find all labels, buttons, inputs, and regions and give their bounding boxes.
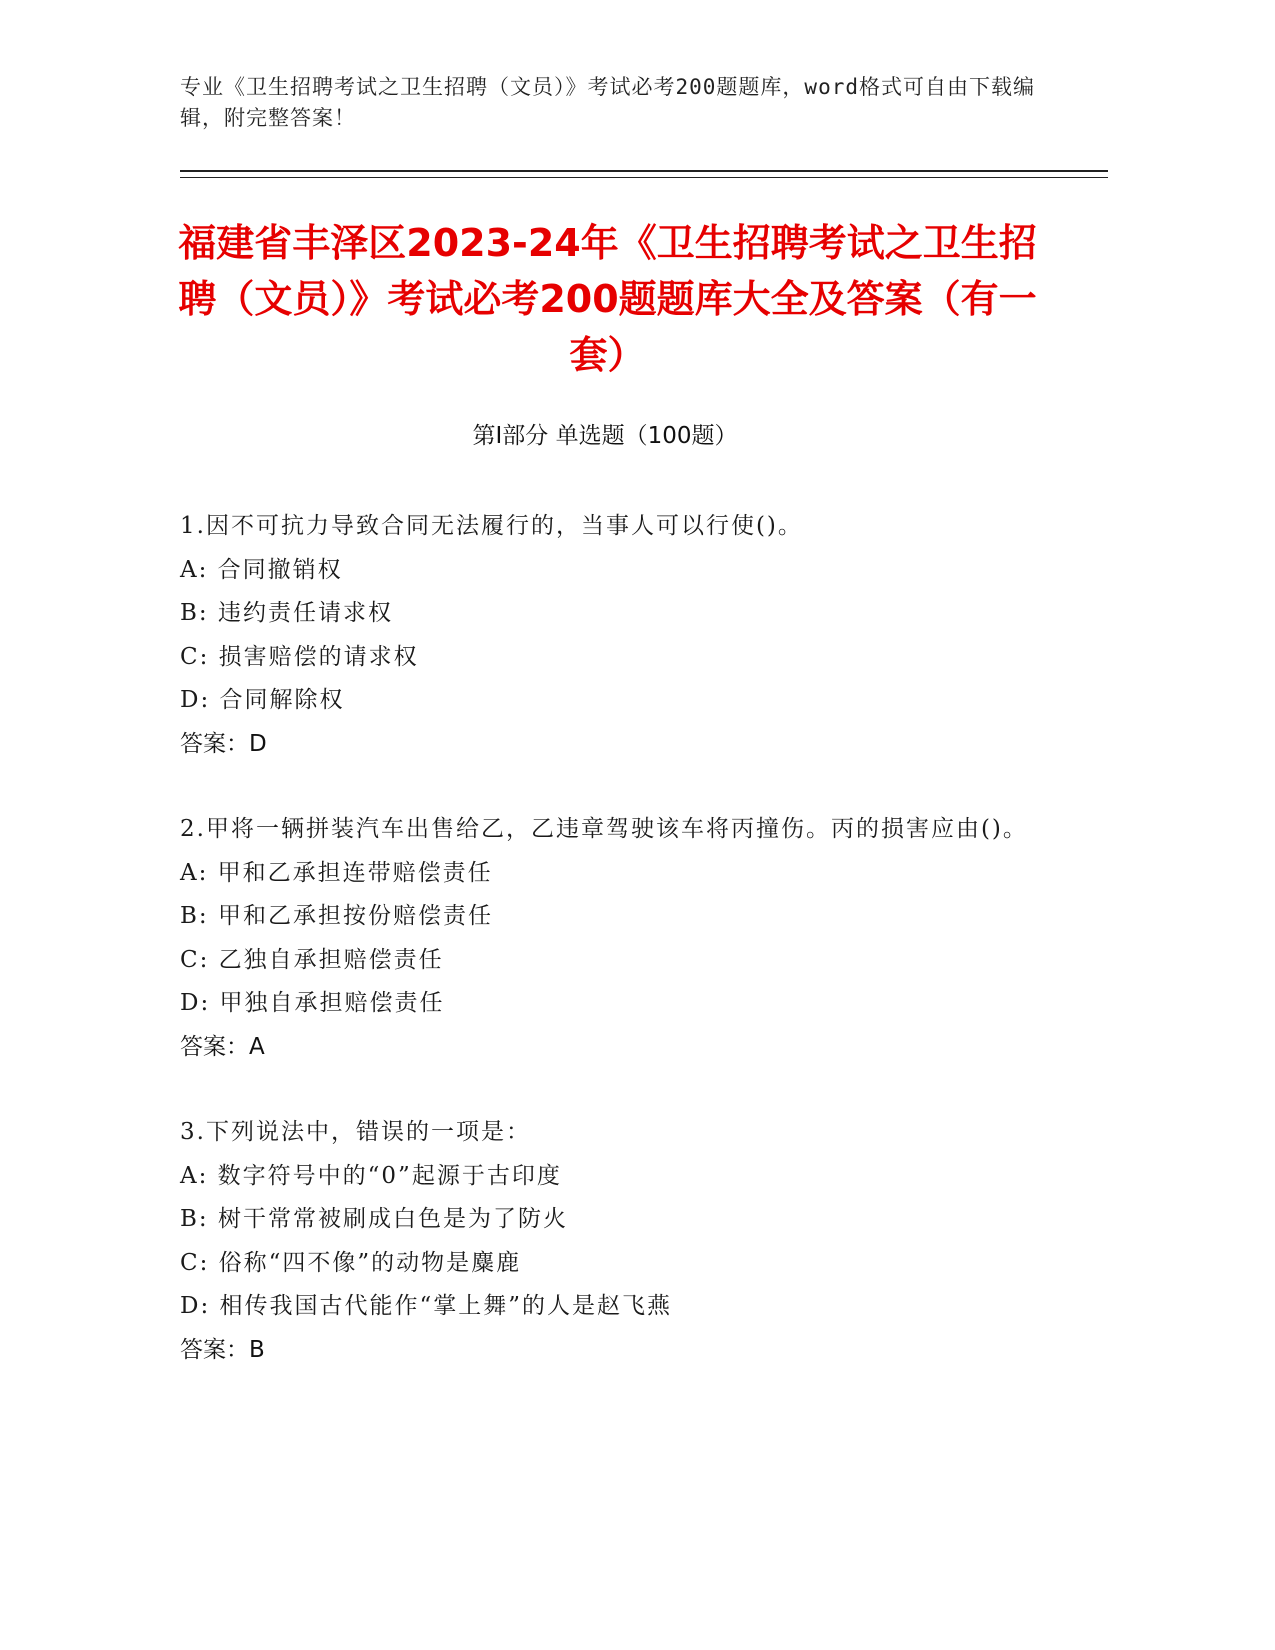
answer-line: 答案：B xyxy=(180,1336,265,1363)
option-c: C: 俗称“四不像”的动物是麋鹿 xyxy=(180,1249,522,1276)
option-a: A: 数字符号中的“0”起源于古印度 xyxy=(180,1162,562,1189)
question-3 xyxy=(180,1111,1040,1372)
question-1 xyxy=(180,505,1040,766)
question-stem: 3.下列说法中，错误的一项是： xyxy=(180,1119,531,1145)
question-stem: 1.因不可抗力导致合同无法履行的，当事人可以行使()。 xyxy=(180,513,803,539)
question-list xyxy=(180,505,1040,1414)
section-heading: 第Ⅰ部分 单选题（100题） xyxy=(472,423,738,449)
option-b: B: 违约责任请求权 xyxy=(180,600,393,626)
question-2 xyxy=(180,808,1040,1069)
answer-line: 答案：D xyxy=(180,730,267,757)
option-a: A: 甲和乙承担连带赔偿责任 xyxy=(180,859,493,886)
option-d: D: 合同解除权 xyxy=(180,687,345,713)
header-divider-thick xyxy=(180,170,1108,172)
header-divider-thin xyxy=(180,177,1108,178)
document-title: 福建省丰泽区2023-24年《卫生招聘考试之卫生招聘（文员）》考试必考200题题库大全及答案（有一套） xyxy=(178,221,1037,377)
option-b: B: 甲和乙承担按份赔偿责任 xyxy=(180,903,493,929)
question-stem: 2.甲将一辆拼装汽车出售给乙，乙违章驾驶该车将丙撞伤。丙的损害应由()。 xyxy=(180,816,1028,842)
option-c: C: 乙独自承担赔偿责任 xyxy=(180,946,444,973)
option-c: C: 损害赔偿的请求权 xyxy=(180,643,419,670)
option-b: B: 树干常常被刷成白色是为了防火 xyxy=(180,1206,568,1232)
option-a: A: 合同撤销权 xyxy=(180,556,343,583)
option-d: D: 相传我国古代能作“掌上舞”的人是赵飞燕 xyxy=(180,1293,673,1319)
answer-line: 答案：A xyxy=(180,1033,265,1060)
header-note: 专业《卫生招聘考试之卫生招聘（文员）》考试必考200题题库，word格式可自由下载编辑，附完整答案！ xyxy=(180,75,1035,130)
option-d: D: 甲独自承担赔偿责任 xyxy=(180,990,445,1016)
